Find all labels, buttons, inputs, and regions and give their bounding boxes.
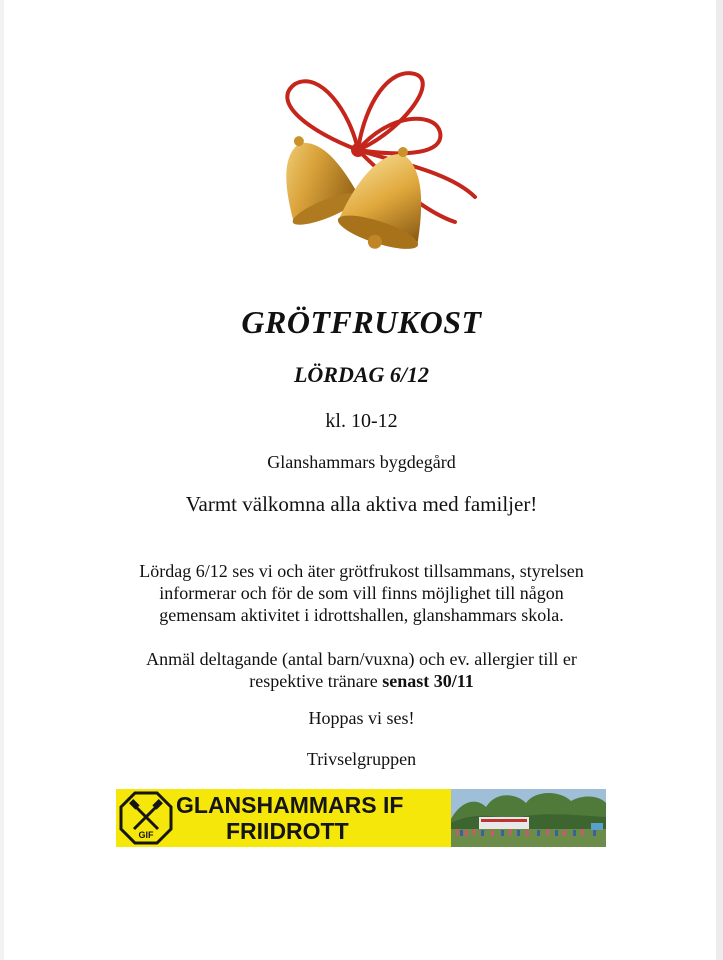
closing-text: Hoppas vi ses!: [308, 708, 415, 728]
description-paragraph: [0, 560, 723, 626]
club-banner: [116, 789, 606, 847]
sports-field-photo: [451, 789, 606, 847]
description-line: gemensam aktivitet i idrottshallen, glanshammars skola.: [159, 605, 564, 625]
banner-line-2: FRIIDROTT: [226, 818, 349, 844]
signature-text: Trivselgruppen: [306, 749, 417, 769]
club-logo-icon: [119, 791, 173, 845]
event-date: LÖRDAG 6/12: [293, 362, 430, 387]
banner-line-1: GLANSHAMMARS IF: [176, 792, 404, 818]
description-line: Lördag 6/12 ses vi och äter grötfrukost tillsammans, styrelsen: [139, 561, 584, 581]
page-edge: [716, 0, 723, 960]
christmas-bells-icon: [240, 62, 490, 262]
registration-line: [0, 670, 723, 692]
event-venue: Glanshammars bygdegård: [267, 452, 456, 472]
registration-text: respektive tränare: [249, 671, 383, 691]
deadline-text: senast 30/11: [382, 671, 474, 691]
registration-paragraph: [0, 648, 723, 692]
page-title: GRÖTFRUKOST: [241, 304, 482, 340]
registration-line: Anmäl deltagande (antal barn/vuxna) och ev. allergier till er: [146, 649, 577, 669]
welcome-text: Varmt välkomna alla aktiva med familjer!: [185, 492, 538, 516]
description-line: informerar och för de som vill finns möjlighet till någon: [159, 583, 564, 603]
logo-text: GIF: [138, 830, 154, 840]
event-time: kl. 10-12: [325, 410, 398, 432]
banner-title: [176, 792, 403, 844]
